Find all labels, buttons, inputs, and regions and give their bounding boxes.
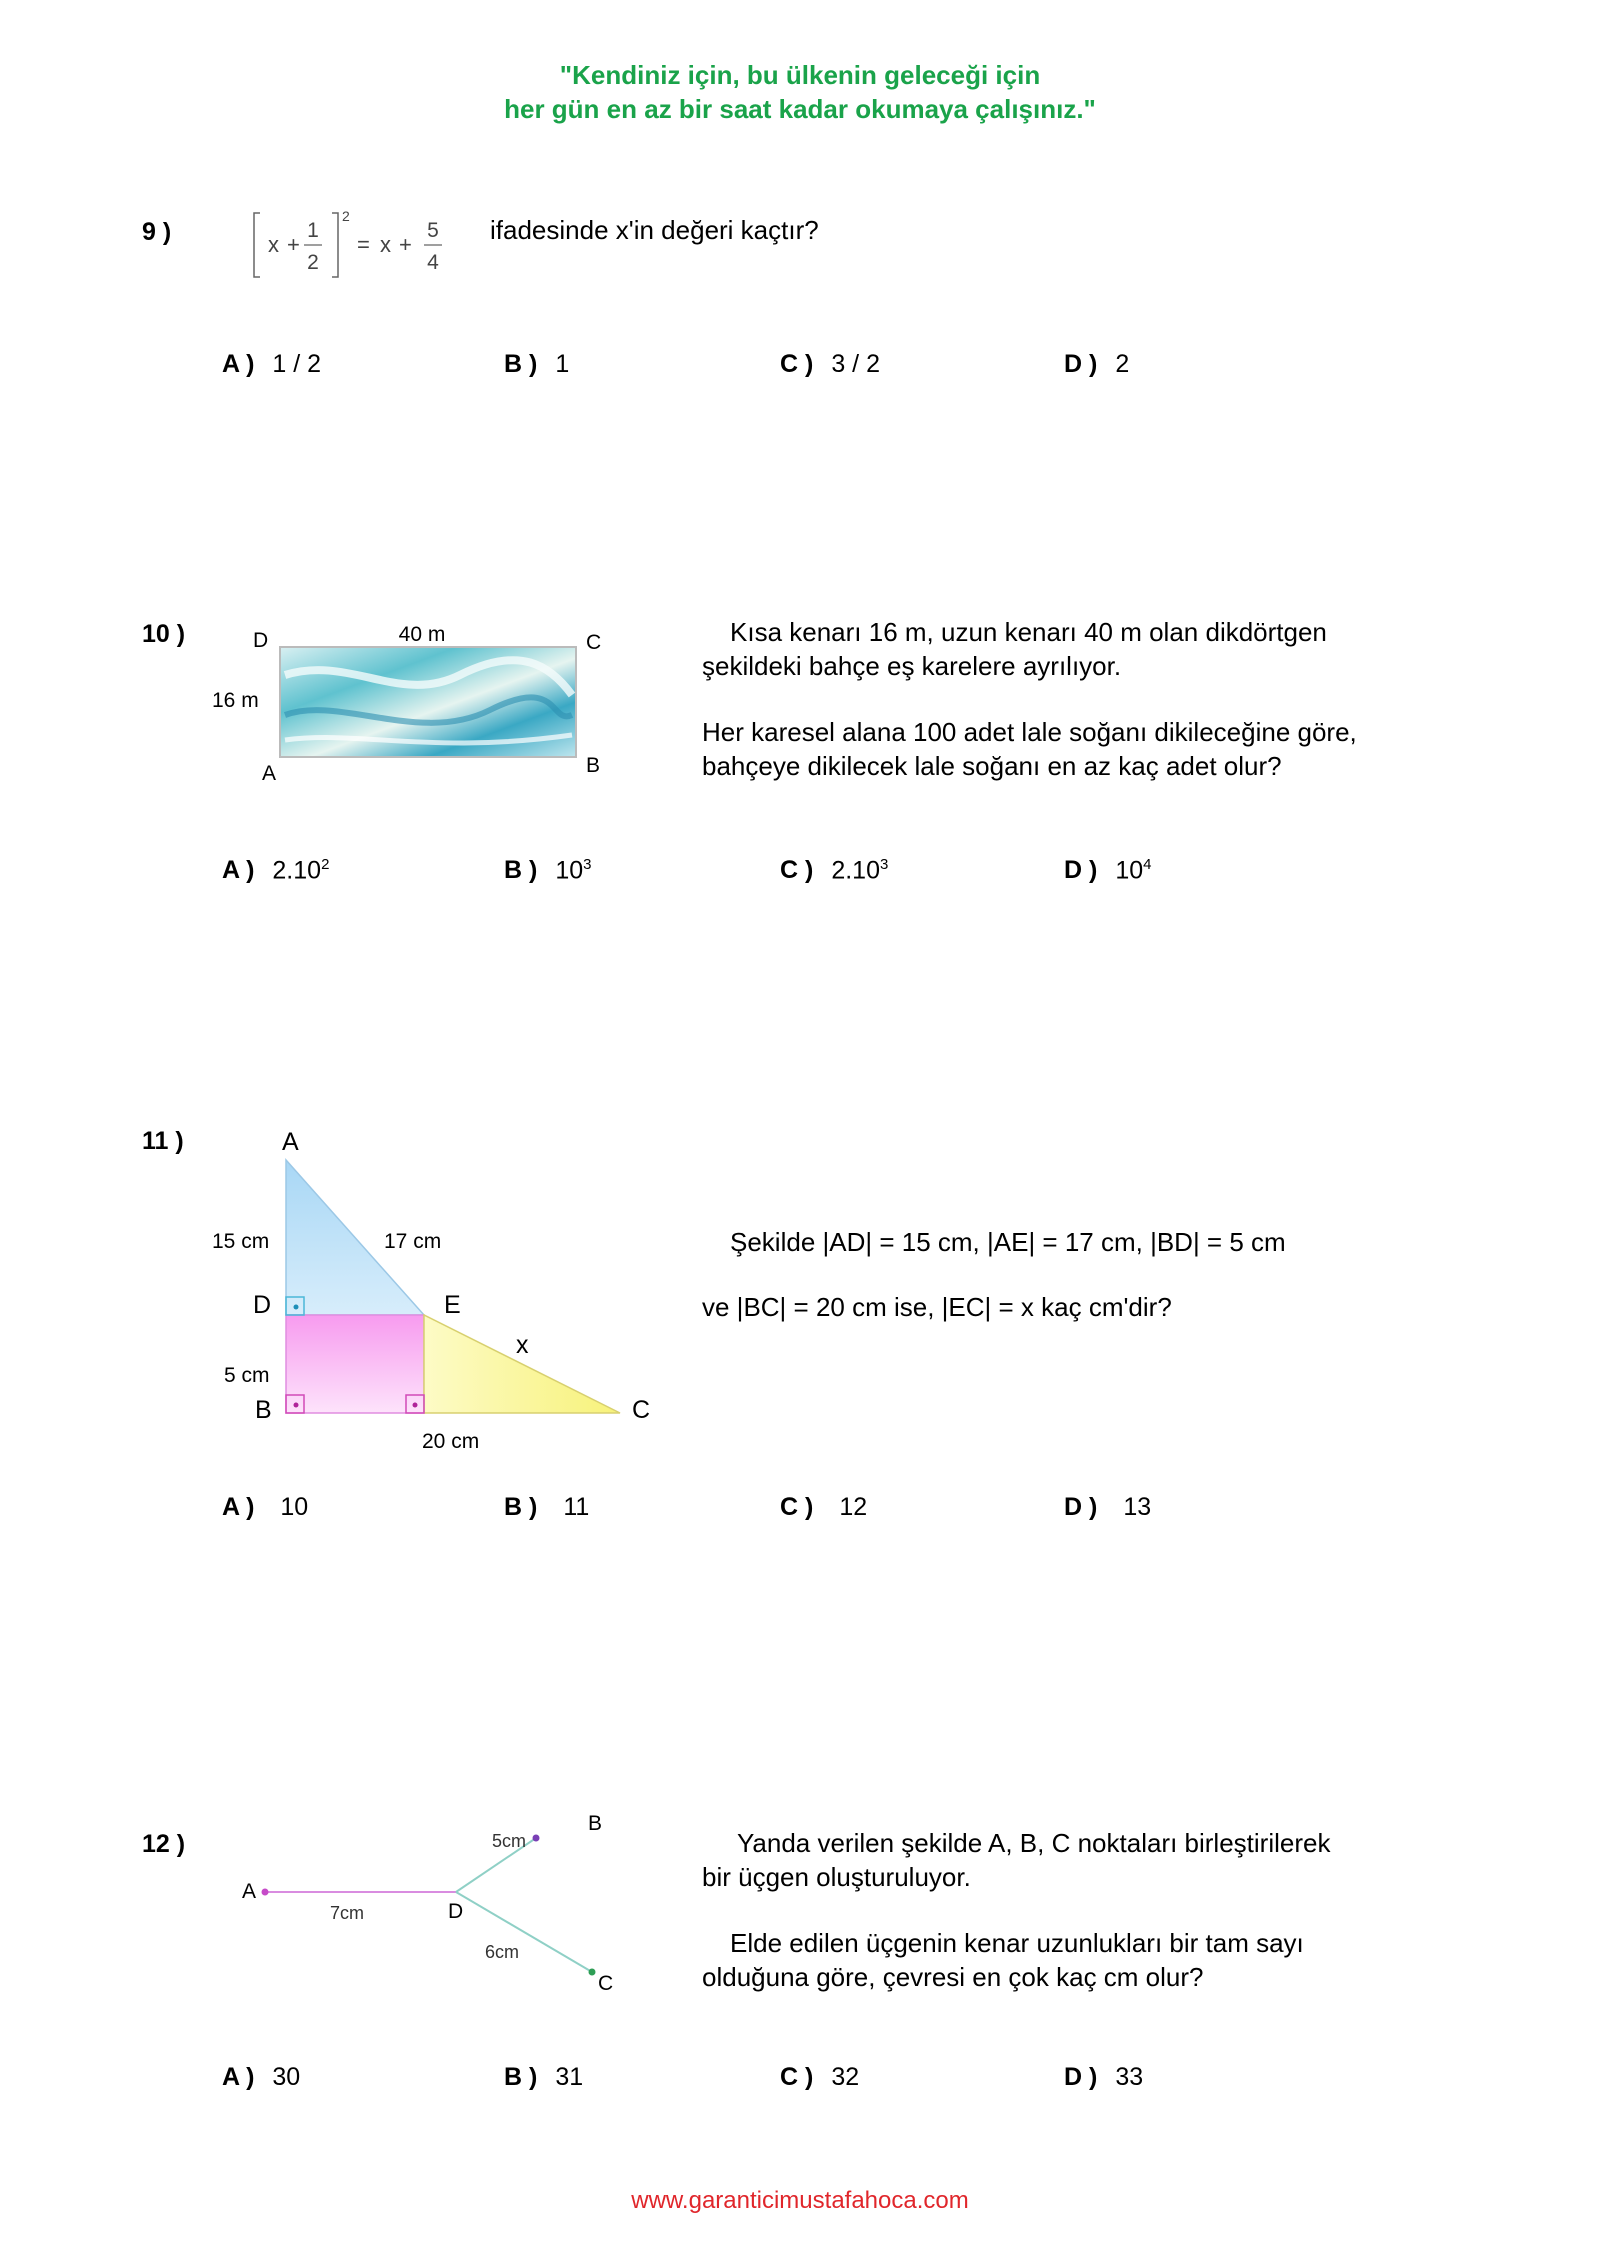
question-9-option-b[interactable]: B ) 1 bbox=[504, 350, 570, 378]
formula-num1: 1 bbox=[307, 219, 319, 242]
formula-plus: + bbox=[287, 232, 300, 257]
q10-label-d: D bbox=[253, 629, 269, 652]
q11-label-e: E bbox=[444, 1291, 461, 1319]
formula-exp: 2 bbox=[342, 208, 350, 224]
q11-label-ae: 17 cm bbox=[384, 1230, 442, 1253]
q11-label-ad: 15 cm bbox=[212, 1230, 270, 1253]
q11-label-d: D bbox=[253, 1291, 272, 1319]
q11-label-b: B bbox=[255, 1396, 272, 1424]
footer-url[interactable]: www.garanticimustafahoca.com bbox=[631, 2187, 969, 2214]
question-9-text: ifadesinde x'in değeri kaçtır? bbox=[490, 215, 819, 245]
question-11-option-d[interactable]: D ) 13 bbox=[1064, 1493, 1152, 1521]
q11-label-c: C bbox=[632, 1396, 651, 1424]
question-12-option-a[interactable]: A ) 30 bbox=[222, 2063, 301, 2091]
q10-label-a: A bbox=[262, 762, 277, 785]
question-11-option-a[interactable]: A ) 10 bbox=[222, 1493, 309, 1521]
question-11-option-b[interactable]: B ) 11 bbox=[504, 1493, 590, 1521]
formula-x: x bbox=[268, 232, 279, 257]
question-11-text-2: ve |BC| = 20 cm ise, |EC| = x kaç cm'dir? bbox=[702, 1292, 1172, 1322]
q12-label-db: 5cm bbox=[492, 1831, 527, 1851]
question-11-figure bbox=[200, 1120, 660, 1460]
q10-label-top: 40 m bbox=[398, 623, 446, 646]
q10-label-b: B bbox=[586, 754, 601, 777]
q12-label-c: C bbox=[598, 1972, 614, 1995]
question-10-figure bbox=[200, 615, 620, 795]
q11-label-x: x bbox=[516, 1331, 529, 1359]
question-12-figure bbox=[230, 1800, 630, 2000]
formula-den1: 2 bbox=[307, 251, 319, 274]
quote-line-1: "Kendiniz için, bu ülkenin geleceği için bbox=[559, 60, 1041, 90]
question-9-number: 9 ) bbox=[142, 218, 172, 246]
question-10-text-3: Her karesel alana 100 adet lale soğanı dikileceğine göre, bbox=[702, 717, 1357, 747]
question-12-text-1: Yanda verilen şekilde A, B, C noktaları birleştirilerek bbox=[737, 1828, 1331, 1858]
question-12-option-c[interactable]: C ) 32 bbox=[780, 2063, 860, 2091]
formula-den2: 4 bbox=[427, 251, 439, 274]
formula-x2: x bbox=[380, 232, 391, 257]
question-10-text-2: şekildeki bahçe eş karelere ayrılıyor. bbox=[702, 651, 1122, 681]
question-10-option-d[interactable]: D ) $10^4$ bbox=[1064, 856, 1152, 885]
q10-label-side: 16 m bbox=[212, 689, 259, 712]
q12-label-ad: 7cm bbox=[330, 1903, 365, 1923]
q12-label-dc: 6cm bbox=[485, 1942, 520, 1962]
question-10-number: 10 ) bbox=[142, 620, 186, 648]
q11-label-bc: 20 cm bbox=[422, 1430, 480, 1453]
question-12-text-4: olduğuna göre, çevresi en çok kaç cm olur? bbox=[702, 1962, 1204, 1992]
question-9-formula bbox=[250, 205, 460, 285]
formula-num2: 5 bbox=[427, 219, 439, 242]
q10-label-c: C bbox=[586, 631, 602, 654]
q12-label-d: D bbox=[448, 1900, 464, 1923]
question-11-text-1: Şekilde |AD| = 15 cm, |AE| = 17 cm, |BD| = 5 cm bbox=[730, 1227, 1286, 1257]
q11-label-a: A bbox=[282, 1128, 299, 1156]
question-9-option-c[interactable]: C ) 3 / 2 bbox=[780, 350, 880, 378]
question-12-option-d[interactable]: D ) 33 bbox=[1064, 2063, 1144, 2091]
question-9-option-a[interactable]: A ) 1 / 2 bbox=[222, 350, 322, 378]
q11-label-bd: 5 cm bbox=[224, 1364, 270, 1387]
question-10-text-1: Kısa kenarı 16 m, uzun kenarı 40 m olan dikdörtgen bbox=[730, 617, 1327, 647]
question-9-option-d[interactable]: D ) 2 bbox=[1064, 350, 1130, 378]
quote-line-2: her gün en az bir saat kadar okumaya çalışınız." bbox=[504, 94, 1096, 124]
question-12-number: 12 ) bbox=[142, 1830, 186, 1858]
question-10-text-4: bahçeye dikilecek lale soğanı en az kaç adet olur? bbox=[702, 751, 1282, 781]
question-11-option-c[interactable]: C ) 12 bbox=[780, 1493, 868, 1521]
question-12-option-b[interactable]: B ) 31 bbox=[504, 2063, 584, 2091]
formula-plus2: + bbox=[399, 232, 412, 257]
formula-eq: = bbox=[357, 232, 370, 257]
q12-label-a: A bbox=[242, 1880, 257, 1903]
question-10-option-c[interactable]: C ) 2.10$^3$ bbox=[780, 856, 889, 885]
question-10-option-b[interactable]: B ) $10^3$ bbox=[504, 856, 592, 885]
question-10-option-a[interactable]: A ) 2.10$^2$ bbox=[222, 856, 330, 885]
q12-label-b: B bbox=[588, 1812, 603, 1835]
question-12-text-2: bir üçgen oluşturuluyor. bbox=[702, 1862, 971, 1892]
question-11-number: 11 ) bbox=[142, 1127, 184, 1155]
question-12-text-3: Elde edilen üçgenin kenar uzunlukları bir tam sayı bbox=[730, 1928, 1304, 1958]
